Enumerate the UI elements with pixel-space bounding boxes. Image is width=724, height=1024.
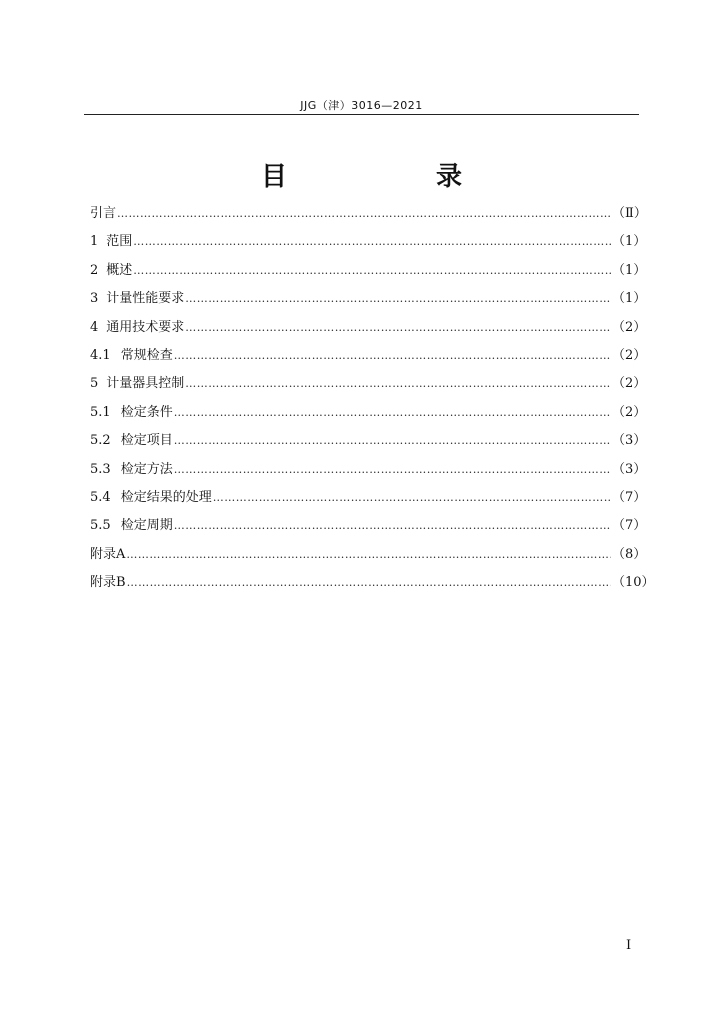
toc-entry-3[interactable]	[90, 289, 647, 317]
toc-entry-1[interactable]	[90, 232, 647, 260]
toc-entry-page: （Ⅱ）	[612, 206, 647, 221]
toc-leader-dots	[127, 573, 611, 593]
toc-leader-dots	[174, 460, 611, 480]
page-title: 目 录	[260, 162, 513, 192]
toc-entry-page: （2）	[612, 376, 647, 392]
toc-leader-dots	[126, 545, 611, 565]
toc-entry-page: （3）	[612, 461, 647, 477]
toc-entry-page: （1）	[612, 262, 647, 278]
running-header: JJG（津）3016—2021	[300, 99, 423, 112]
toc-leader-dots	[133, 232, 611, 252]
toc-entry-page: （7）	[612, 518, 647, 534]
table-of-contents	[90, 204, 655, 601]
toc-entry-label: 检定项目	[120, 433, 173, 449]
toc-entry-number: 4.1	[90, 347, 111, 363]
toc-leader-dots	[185, 374, 611, 394]
toc-entry-label: 引言	[90, 206, 117, 221]
toc-leader-dots	[117, 204, 611, 224]
toc-entry-page: （2）	[612, 404, 647, 420]
toc-entry-label: 通用技术要求	[106, 319, 185, 335]
toc-leader-dots	[213, 488, 611, 508]
page-number: Ⅰ	[626, 938, 632, 953]
toc-entry-appendix-a[interactable]	[90, 545, 647, 573]
toc-entry-5-3[interactable]	[90, 460, 647, 488]
toc-entry-label: 检定周期	[120, 518, 173, 534]
toc-entry-label: 范围	[106, 234, 133, 250]
toc-entry-page: （3）	[612, 433, 647, 449]
toc-entry-number: 3	[90, 291, 99, 307]
toc-leader-dots	[174, 431, 611, 451]
toc-leader-dots	[174, 403, 611, 423]
toc-entry-number: 5.3	[90, 461, 111, 477]
toc-entry-label: 检定方法	[120, 461, 173, 477]
toc-leader-dots	[174, 346, 611, 366]
toc-leader-dots	[185, 318, 611, 338]
toc-entry-page: （8）	[612, 546, 647, 562]
toc-leader-dots	[174, 516, 611, 536]
toc-leader-dots	[185, 289, 611, 309]
toc-entry-number: 5.4	[90, 489, 111, 505]
toc-entry-4-1[interactable]	[90, 346, 647, 374]
header-rule	[84, 114, 639, 115]
toc-entry-page: （2）	[612, 347, 647, 363]
toc-entry-5-1[interactable]	[90, 403, 647, 431]
toc-entry-label: 概述	[106, 262, 133, 278]
toc-entry-2[interactable]	[90, 261, 647, 289]
toc-entry-label: 附录A	[90, 546, 126, 562]
toc-entry-page: （10）	[612, 575, 655, 591]
toc-entry-intro[interactable]	[90, 204, 647, 232]
toc-entry-5-5[interactable]	[90, 516, 647, 544]
toc-entry-5[interactable]	[90, 374, 647, 402]
toc-entry-label: 附录B	[90, 575, 126, 591]
toc-entry-number: 5.2	[90, 433, 111, 449]
toc-entry-5-4[interactable]	[90, 488, 647, 516]
toc-entry-number: 2	[90, 262, 99, 278]
toc-entry-label: 检定条件	[120, 404, 173, 420]
toc-entry-number: 4	[90, 319, 99, 335]
toc-entry-number: 5	[90, 376, 99, 392]
toc-entry-number: 1	[90, 234, 99, 250]
toc-entry-label: 计量器具控制	[106, 376, 185, 392]
toc-entry-number: 5.1	[90, 404, 111, 420]
toc-entry-label: 计量性能要求	[106, 291, 185, 307]
toc-entry-page: （2）	[612, 319, 647, 335]
toc-entry-label: 检定结果的处理	[120, 489, 212, 505]
toc-entry-page: （7）	[612, 489, 647, 505]
toc-entry-4[interactable]	[90, 318, 647, 346]
toc-entry-5-2[interactable]	[90, 431, 647, 459]
toc-entry-appendix-b[interactable]	[90, 573, 655, 601]
toc-entry-page: （1）	[612, 291, 647, 307]
toc-leader-dots	[133, 261, 611, 281]
toc-entry-page: （1）	[612, 234, 647, 250]
toc-entry-label: 常规检查	[120, 347, 173, 363]
toc-entry-number: 5.5	[90, 518, 111, 534]
